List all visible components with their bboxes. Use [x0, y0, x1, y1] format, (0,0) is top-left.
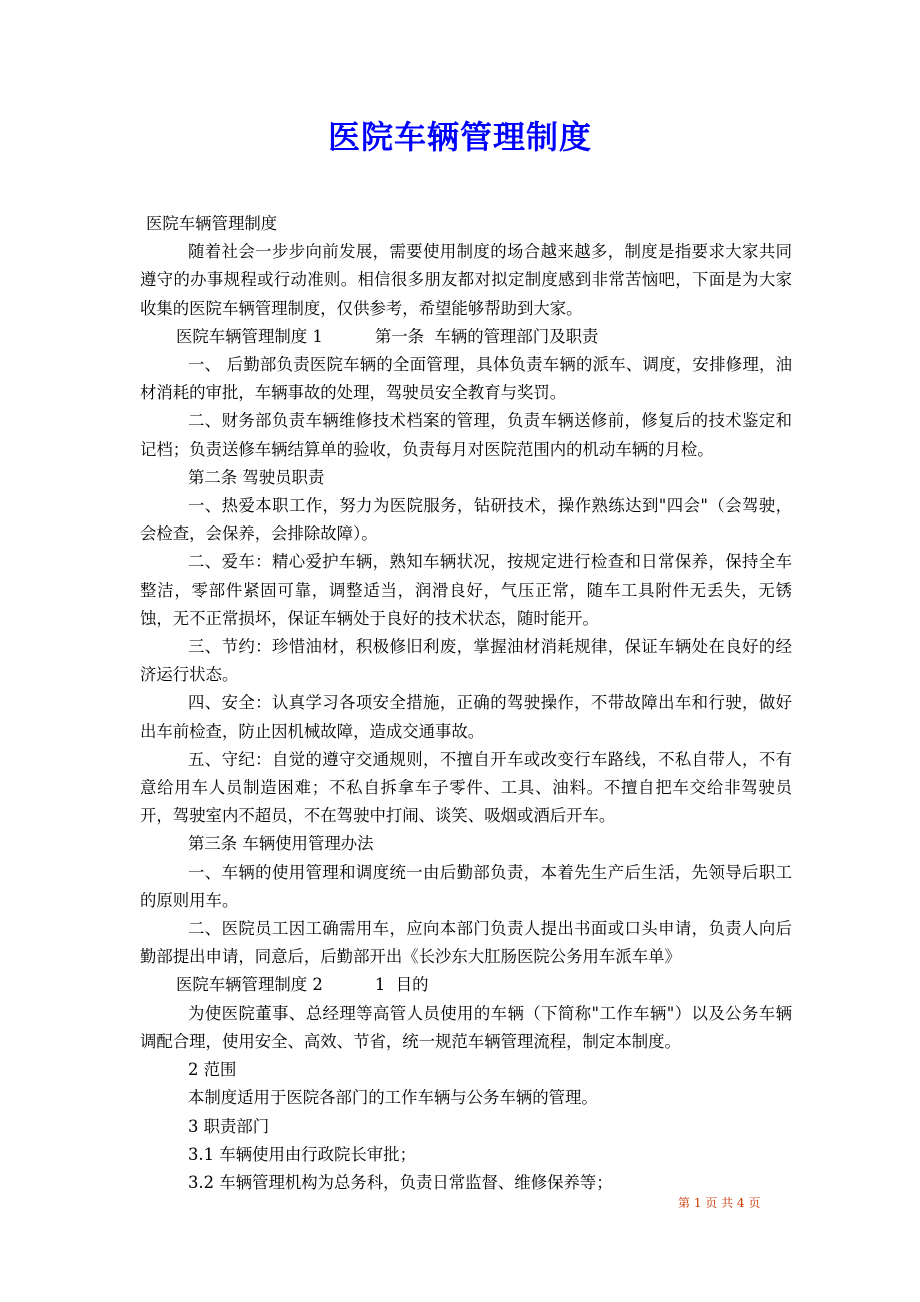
section-heading-2: 医院车辆管理制度 2 1 目的 — [176, 975, 429, 995]
article-heading: 第三条 车辆使用管理办法 — [188, 834, 374, 854]
paragraph: 3.2 车辆管理机构为总务科，负责日常监督、维修保养等； — [188, 1172, 613, 1192]
paragraph: 二、财务部负责车辆维修技术档案的管理，负责车辆送修前，修复后的技术鉴定和记档；负责送修车辆结算单的验收，负责每月对医院范围内的机动车辆的月检。 — [140, 411, 792, 459]
paragraph: 一、车辆的使用管理和调度统一由后勤部负责，本着先生产后生活，先领导后职工的原则用车。 — [140, 862, 792, 910]
page-footer: 第 1 页 共 4 页 — [678, 1196, 761, 1210]
paragraph: 二、爱车：精心爱护车辆，熟知车辆状况，按规定进行检查和日常保养，保持全车整洁，零部件紧固可靠，调整适当，润滑良好，气压正常，随车工具附件无丢失，无锈蚀，无不正常损坏，保证车辆处于良好的技术状态，随时能开。 — [140, 552, 792, 628]
article-heading: 第二条 驾驶员职责 — [188, 467, 325, 487]
clause-heading: 2 范围 — [188, 1060, 237, 1080]
paragraph: 四、安全：认真学习各项安全措施，正确的驾驶操作，不带故障出车和行驶，做好出车前检查，防止因机械故障，造成交通事故。 — [140, 693, 792, 741]
paragraph: 一、 后勤部负责医院车辆的全面管理，具体负责车辆的派车、调度，安排修理，油材消耗的审批，车辆事故的处理，驾驶员安全教育与奖罚。 — [140, 355, 792, 403]
paragraph: 三、节约：珍惜油材，积极修旧利废，掌握油材消耗规律，保证车辆处在良好的经济运行状态。 — [140, 637, 792, 685]
clause-heading: 3 职责部门 — [188, 1116, 270, 1136]
paragraph: 一、热爱本职工作，努力为医院服务，钻研技术，操作熟练达到"四会"（会驾驶，会检查，会保养，会排除故障）。 — [140, 496, 792, 544]
paragraph-heading: 医院车辆管理制度 — [146, 214, 278, 233]
paragraph: 本制度适用于医院各部门的工作车辆与公务车辆的管理。 — [188, 1088, 598, 1108]
document-title: 医院车辆管理制度 — [327, 118, 592, 156]
paragraph: 二、医院员工因工确需用车，应向本部门负责人提出书面或口头申请，负责人向后勤部提出申请，同意后，后勤部开出《长沙东大肛肠医院公务用车派车单》 — [140, 919, 792, 967]
section-heading-1: 医院车辆管理制度 1 第一条 车辆的管理部门及职责 — [176, 326, 599, 346]
paragraph: 为使医院董事、总经理等高管人员使用的车辆（下简称"工作车辆"）以及公务车辆调配合理，使用安全、高效、节省，统一规范车辆管理流程，制定本制度。 — [140, 1003, 792, 1051]
paragraph: 五、守纪：自觉的遵守交通规则，不擅自开车或改变行车路线，不私自带人，不有意给用车人员制造困难；不私自拆拿车子零件、工具、油料。不擅自把车交给非驾驶员开，驾驶室内不超员，不在驾驶中打闹、谈笑、吸烟或酒后开车。 — [140, 749, 792, 826]
paragraph: 3.1 车辆使用由行政院长审批； — [188, 1144, 416, 1164]
paragraph-intro: 随着社会一步步向前发展，需要使用制度的场合越来越多，制度是指要求大家共同遵守的办事规程或行动准则。相信很多朋友都对拟定制度感到非常苦恼吧，下面是为大家收集的医院车辆管理制度，仅供参考，希望能够帮助到大家。 — [140, 242, 792, 318]
document-body — [140, 210, 792, 1197]
